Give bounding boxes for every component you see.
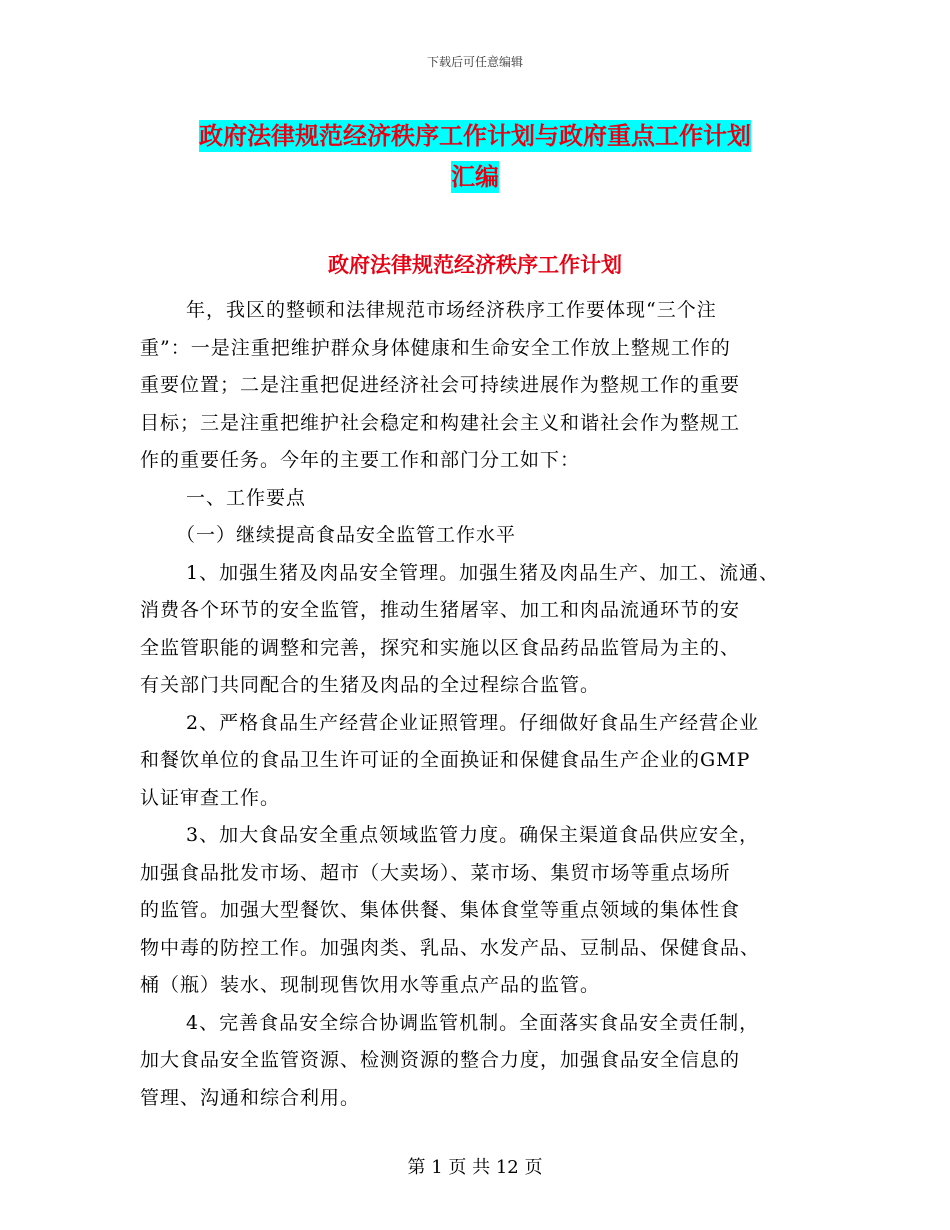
body-subheading: （一）继续提高食品安全监管工作水平	[176, 524, 517, 546]
body-line: 加大食品安全监管资源、检测资源的整合力度，加强食品安全信息的	[140, 1049, 741, 1071]
body-line: 物中毒的防控工作。加强肉类、乳品、水发产品、豆制品、保健食品、	[140, 936, 761, 959]
document-body	[140, 292, 830, 1117]
section-title: 政府法律规范经济秩序工作计划	[328, 253, 622, 277]
body-line: 3、加大食品安全重点领域监管力度。确保主渠道食品供应安全，	[186, 824, 760, 846]
body-line: 重要位置；二是注重把促进经济社会可持续进展作为整规工作的重要	[140, 374, 741, 396]
body-line: 2、严格食品生产经营企业证照管理。仔细做好食品生产经营企业	[186, 711, 760, 734]
document-title-line1: 政府法律规范经济秩序工作计划与政府重点工作计划	[199, 122, 751, 150]
document-title-line2: 汇编	[451, 163, 499, 191]
body-line: 的监管。加强大型餐饮、集体供餐、集体食堂等重点领域的集体性食	[140, 899, 741, 921]
page-header: 下载后可任意编辑	[426, 55, 523, 69]
body-line: 有关部门共同配合的生猪及肉品的全过程综合监管。	[140, 674, 601, 696]
body-line: 年，我区的整顿和法律规范市场经济秩序工作要体现“三个注	[186, 299, 717, 321]
body-line: 4、完善食品安全综合协调监管机制。全面落实食品安全责任制，	[186, 1011, 760, 1034]
body-line: 认证审查工作。	[140, 786, 281, 809]
body-line: 重”：一是注重把维护群众身体健康和生命安全工作放上整规工作的	[140, 336, 731, 359]
body-line: 1、加强生猪及肉品安全管理。加强生猪及肉品生产、加工、流通、	[186, 561, 780, 584]
body-line: 消费各个环节的安全监管，推动生猪屠宰、加工和肉品流通环节的安	[140, 599, 741, 621]
page-footer: 第 1 页 共 12 页	[407, 1157, 543, 1178]
body-line: 加强食品批发市场、超市（大卖场）、菜市场、集贸市场等重点场所	[140, 861, 731, 884]
body-line: 全监管职能的调整和完善，探究和实施以区食品药品监管局为主的、	[140, 636, 741, 659]
body-line: 目标；三是注重把维护社会稳定和构建社会主义和谐社会作为整规工	[140, 411, 741, 434]
body-line: 管理、沟通和综合利用。	[140, 1086, 361, 1109]
body-line: 桶（瓶）装水、现制现售饮用水等重点产品的监管。	[140, 974, 601, 996]
body-line: 和餐饮单位的食品卫生许可证的全面换证和保健食品生产企业的GMP	[140, 749, 751, 771]
body-heading: 一、工作要点	[186, 486, 307, 509]
body-line: 作的重要任务。今年的主要工作和部门分工如下：	[140, 449, 581, 471]
